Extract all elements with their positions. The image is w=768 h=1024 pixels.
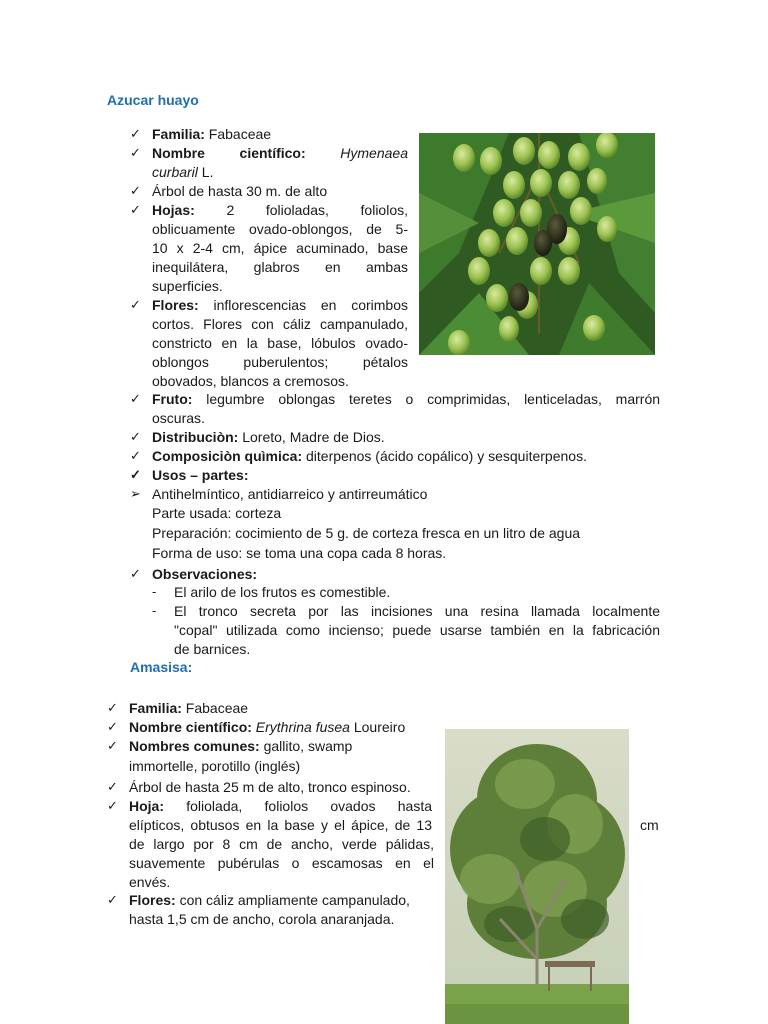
s2-flores-label: Flores: <box>129 892 176 908</box>
s2-hoja-line-1 <box>129 797 432 816</box>
s2-hoja-line-3: de largo por 8 cm de ancho, verde pálidas, <box>129 836 434 852</box>
flores-label: Flores: <box>152 297 199 313</box>
hojas-line-1 <box>152 201 408 220</box>
familia-value: Fabaceae <box>208 126 272 142</box>
observaciones-line <box>152 565 660 584</box>
section-title-amasisa: Amasisa: <box>130 659 193 675</box>
parte-usada: Parte usada: corteza <box>152 505 282 521</box>
nombre-label: Nombre <box>152 145 205 161</box>
check-icon: ✓ <box>130 448 141 463</box>
s2-hoja-text: foliolada, foliolos ovados hasta <box>186 798 432 814</box>
check-icon: ✓ <box>130 467 141 482</box>
nombre-label-2: científico: <box>239 145 306 161</box>
composicion-label: Composiciòn quìmica: <box>152 448 303 464</box>
flores-line-2: cortos. Flores con cáliz campanulado, <box>152 316 408 332</box>
s2-familia-line <box>129 699 660 718</box>
hojas-line-3: 10 x 2-4 cm, ápice acuminado, base <box>152 240 408 256</box>
check-icon: ✓ <box>107 779 118 794</box>
check-icon: ✓ <box>107 719 118 734</box>
s2-hoja-label: Hoja: <box>129 798 164 814</box>
check-icon: ✓ <box>130 391 141 406</box>
section1-wide-block <box>130 390 660 660</box>
hojas-line-5: superficies. <box>152 278 223 294</box>
nombre-line-2 <box>152 163 408 182</box>
check-icon: ✓ <box>107 798 118 813</box>
s2-nombre-italic: Erythrina fusea <box>255 719 350 735</box>
check-icon: ✓ <box>130 183 141 198</box>
familia-label: Familia: <box>152 126 205 142</box>
flores-line-5: obovados, blancos a cremosos. <box>152 373 349 389</box>
s2-nombre-line <box>129 718 660 737</box>
fruto-line-2: oscuras. <box>152 410 205 426</box>
distribucion-line <box>152 428 660 447</box>
obs-2-line-2: "copal" utilizada como incienso; puede usarse también en la fabricación <box>174 622 660 638</box>
section1-narrow-block <box>130 125 408 395</box>
familia-line <box>152 125 408 144</box>
nombre-author: L. <box>201 164 214 180</box>
usos-label: Usos – partes: <box>152 467 249 483</box>
s2-arbol-line: Árbol de hasta 25 m de alto, tronco espinoso. <box>129 779 411 795</box>
fruto-line-1 <box>152 390 660 409</box>
arrow-bullet-icon: ➢ <box>130 486 141 501</box>
check-icon: ✓ <box>130 202 141 217</box>
obs-2-line-1: El tronco secreta por las incisiones una resina llamada localmente <box>174 603 660 619</box>
flores-text: inflorescencias en corimbos <box>213 297 408 313</box>
s2-flores-line-1 <box>129 891 660 910</box>
s2-comunes-value-1: gallito, swamp <box>263 738 353 754</box>
fruto-label: Fruto: <box>152 391 193 407</box>
observaciones-label: Observaciones: <box>152 566 258 582</box>
check-icon: ✓ <box>130 297 141 312</box>
check-icon: ✓ <box>107 738 118 753</box>
check-icon: ✓ <box>107 700 118 715</box>
nombre-line <box>152 144 408 163</box>
distribucion-label: Distribuciòn: <box>152 429 239 445</box>
s2-hoja-cm: cm <box>640 817 659 833</box>
flores-line-1 <box>152 296 408 315</box>
section-title-azucar-huayo: Azucar huayo <box>107 92 199 108</box>
s2-comunes-line-1 <box>129 737 660 756</box>
s2-hoja-line-2: elípticos, obtusos en la base y el ápice, de 13 <box>129 817 432 833</box>
check-icon: ✓ <box>130 126 141 141</box>
distribucion-value: Loreto, Madre de Dios. <box>242 429 385 445</box>
hojas-text: 2 folioladas, foliolos, <box>226 202 409 218</box>
dash-bullet: - <box>152 584 157 599</box>
hojas-line-4: inequilátera, glabros en ambas <box>152 259 408 275</box>
composicion-line <box>152 447 660 466</box>
hojas-line-2: oblicuamente ovado-oblongos, de 5- <box>152 221 408 237</box>
flores-line-3: constricto en la base, lóbulos ovado- <box>152 335 408 351</box>
s2-flores-line-2: hasta 1,5 cm de ancho, corola anaranjada. <box>129 911 395 927</box>
nombre-species: curbaril <box>152 164 198 180</box>
s2-nombre-author: Loureiro <box>353 719 406 735</box>
check-icon: ✓ <box>130 145 141 160</box>
arbol-line: Árbol de hasta 30 m. de alto <box>152 183 328 199</box>
s2-comunes-label: Nombres comunes: <box>129 738 260 754</box>
forma-uso: Forma de uso: se toma una copa cada 8 horas. <box>152 545 447 561</box>
hojas-label: Hojas: <box>152 202 195 218</box>
nombre-genus: Hymenaea <box>340 145 408 161</box>
fruto-text: legumbre oblongas teretes o comprimidas, lenticeladas, marrón <box>206 391 661 407</box>
usos-item: Antihelmíntico, antidiarreico y antirreumático <box>152 486 428 502</box>
dash-bullet: - <box>152 603 157 618</box>
s2-comunes-line-2: immortelle, porotillo (inglés) <box>129 758 301 774</box>
section2-block <box>107 699 660 939</box>
photo-hymenaea-fruits <box>419 133 655 355</box>
composicion-value: diterpenos (ácido copálico) y sesquiterpenos. <box>306 448 587 464</box>
check-icon: ✓ <box>130 566 141 581</box>
usos-line <box>152 466 660 485</box>
obs-1: El arilo de los frutos es comestible. <box>174 584 391 600</box>
preparacion: Preparación: cocimiento de 5 g. de corteza fresca en un litro de agua <box>152 525 581 541</box>
check-icon: ✓ <box>107 892 118 907</box>
s2-flores-text: con cáliz ampliamente campanulado, <box>179 892 410 908</box>
flores-line-4: oblongos puberulentos; pétalos <box>152 354 408 370</box>
s2-hoja-line-5: envés. <box>129 874 171 890</box>
s2-familia-label: Familia: <box>129 700 182 716</box>
s2-hoja-line-4: suavemente pubérulas o escamosas en el <box>129 855 434 871</box>
obs-2-line-3: de barnices. <box>174 641 251 657</box>
s2-nombre-label: Nombre científico: <box>129 719 252 735</box>
s2-familia-value: Fabaceae <box>185 700 249 716</box>
check-icon: ✓ <box>130 429 141 444</box>
